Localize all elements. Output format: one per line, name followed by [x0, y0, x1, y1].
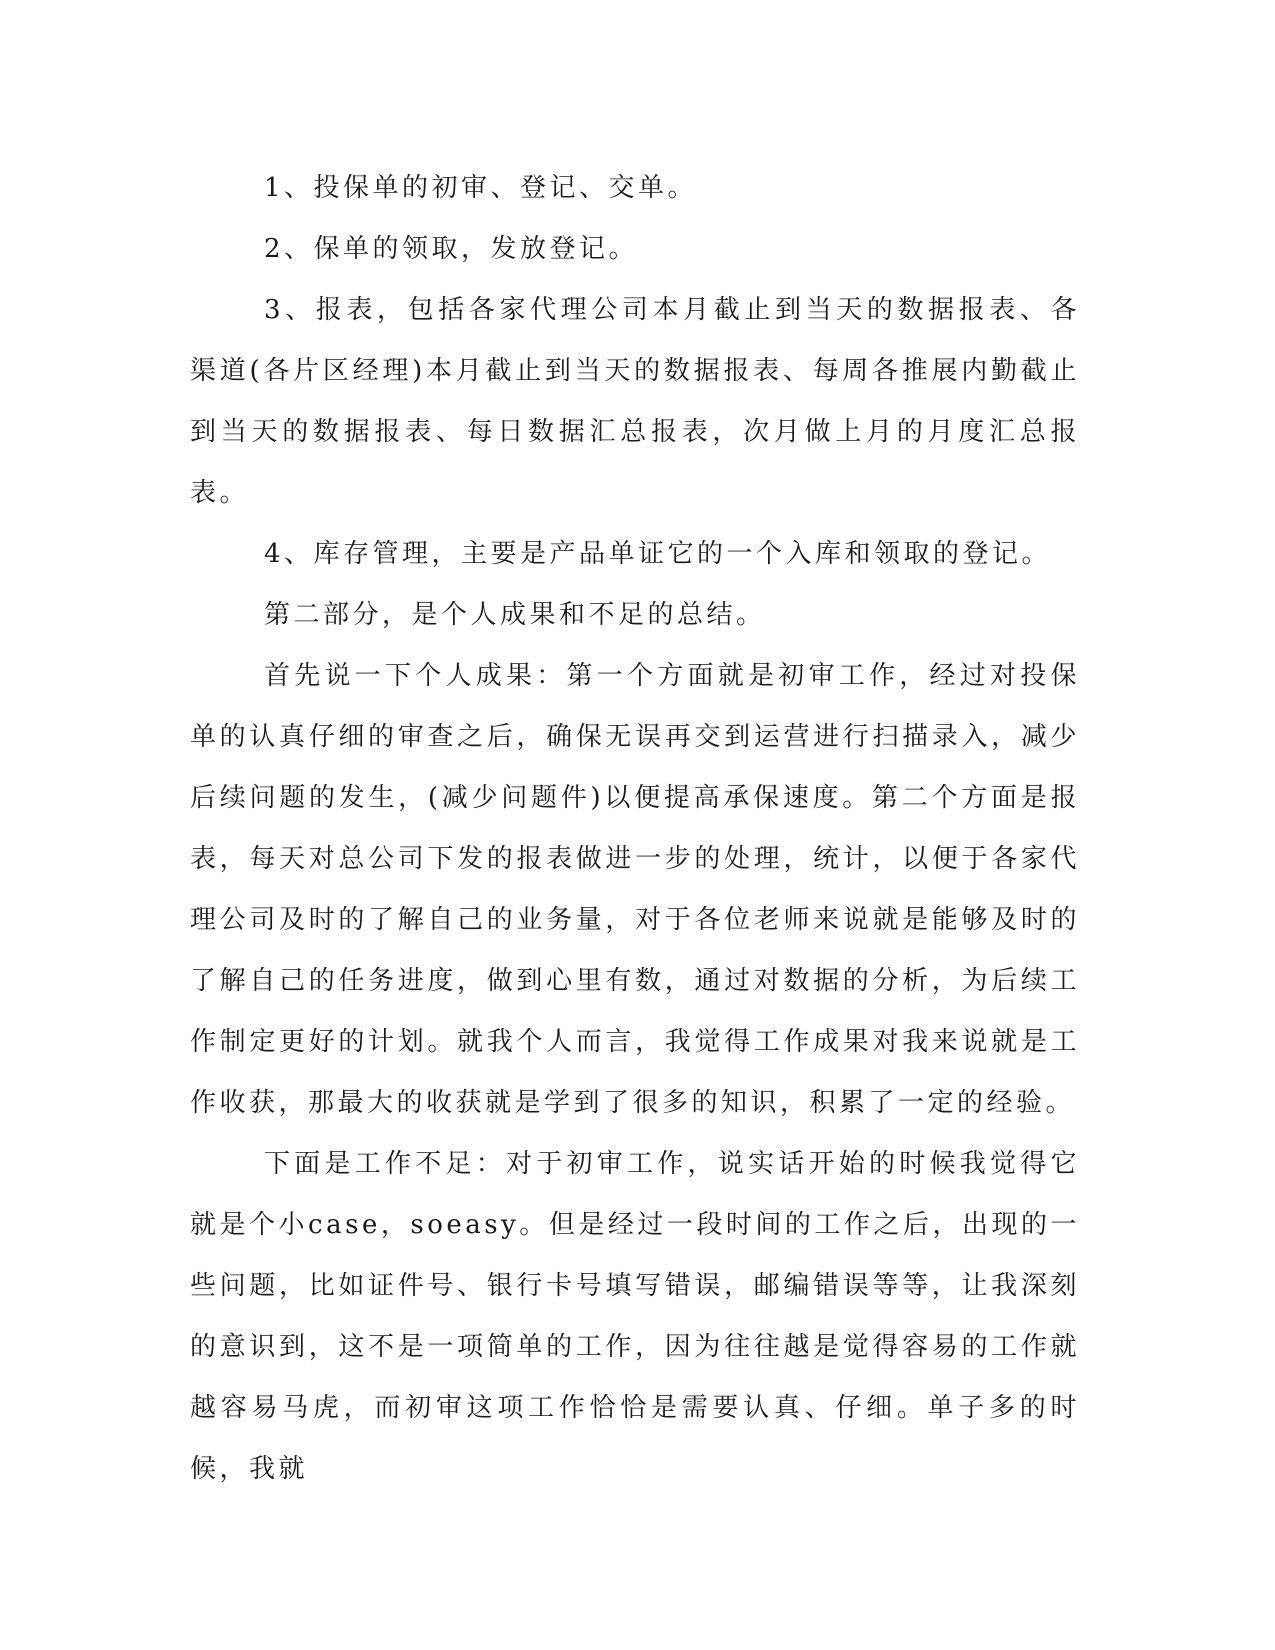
paragraph-item-3: 3、报表，包括各家代理公司本月截止到当天的数据报表、各渠道(各片区经理)本月截止到当天的数据报表、每周各推展内勤截止到当天的数据报表、每日数据汇总报表，次月做上月的月度汇总报表。 [190, 295, 1080, 508]
section-heading-part-two: 第二部分，是个人成果和不足的总结。 [264, 600, 766, 630]
paragraph-item-2: 2、保单的领取，发放登记。 [264, 234, 639, 264]
document-body [190, 158, 1080, 1500]
paragraph-shortcomings: 下面是工作不足：对于初审工作，说实话开始的时候我觉得它就是个小case，soeasy。但是经过一段时间的工作之后，出现的一些问题，比如证件号、银行卡号填写错误，邮编错误等等，让我深刻的意识到，这不是一项简单的工作，因为往往越是觉得容易的工作就越容易马虎，而初审这项工作恰恰是需要认真、仔细。单子多的时候，我就 [190, 1149, 1080, 1484]
paragraph-item-4: 4、库存管理，主要是产品单证它的一个入库和领取的登记。 [264, 539, 1052, 569]
paragraph-achievements: 首先说一下个人成果：第一个方面就是初审工作，经过对投保单的认真仔细的审查之后，确保无误再交到运营进行扫描录入，减少后续问题的发生，(减少问题件)以便提高承保速度。第二个方面是报表，每天对总公司下发的报表做进一步的处理，统计，以便于各家代理公司及时的了解自己的业务量，对于各位老师来说就是能够及时的了解自己的任务进度，做到心里有数，通过对数据的分析，为后续工作制定更好的计划。就我个人而言，我觉得工作成果对我来说就是工作收获，那最大的收获就是学到了很多的知识，积累了一定的经验。 [190, 661, 1080, 1118]
paragraph-item-1: 1、投保单的初审、登记、交单。 [264, 173, 698, 203]
